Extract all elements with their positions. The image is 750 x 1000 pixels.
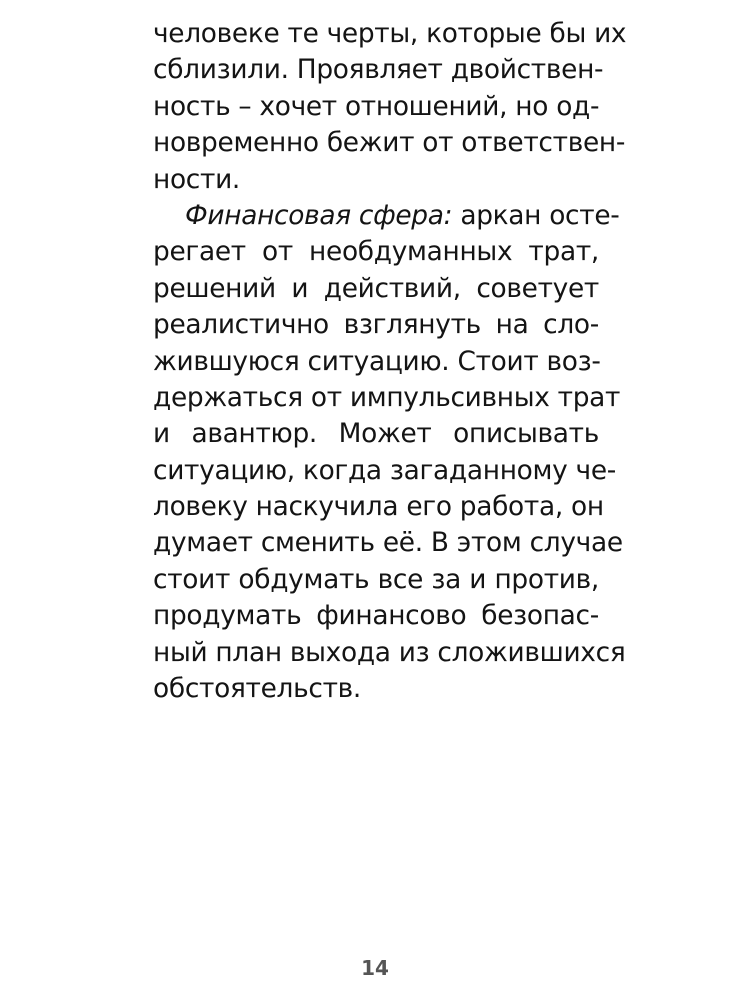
text-line: сблизили. Проявляет двойствен- (153, 54, 604, 86)
text-line: ловеку наскучила его работа, он (153, 491, 604, 523)
text-line: регает от необдуманных трат, (153, 236, 599, 268)
body-text (153, 16, 627, 707)
text-line: ный план выхода из сложившихся (153, 636, 626, 668)
text-line: человеке те черты, которые бы их (153, 18, 627, 49)
text-line: продумать финансово безопас- (153, 600, 599, 632)
text-line: держаться от импульсивных трат (153, 381, 621, 413)
text-line: обстоятельств. (153, 673, 361, 705)
text-line: новременно бежит от ответствен- (153, 127, 626, 159)
text-line: думает сменить её. В этом случае (153, 527, 623, 559)
text-line: ность – хочет отношений, но од- (153, 90, 600, 122)
page-number: 14 (361, 956, 389, 980)
section-heading: Финансовая сфера: (185, 199, 453, 231)
text-line: реалистично взглянуть на сло- (153, 309, 599, 341)
text-line: решений и действий, советует (153, 272, 599, 304)
paragraph-first-line (153, 198, 620, 234)
text-line: ситуацию, когда загаданному че- (153, 454, 616, 486)
text-fragment: аркан осте- (452, 199, 620, 231)
text-line: жившуюся ситуацию. Стоит воз- (153, 345, 601, 377)
text-line: и авантюр. Может описывать (153, 418, 599, 450)
text-line: ности. (153, 163, 241, 195)
text-line: стоит обдумать все за и против, (153, 563, 599, 595)
